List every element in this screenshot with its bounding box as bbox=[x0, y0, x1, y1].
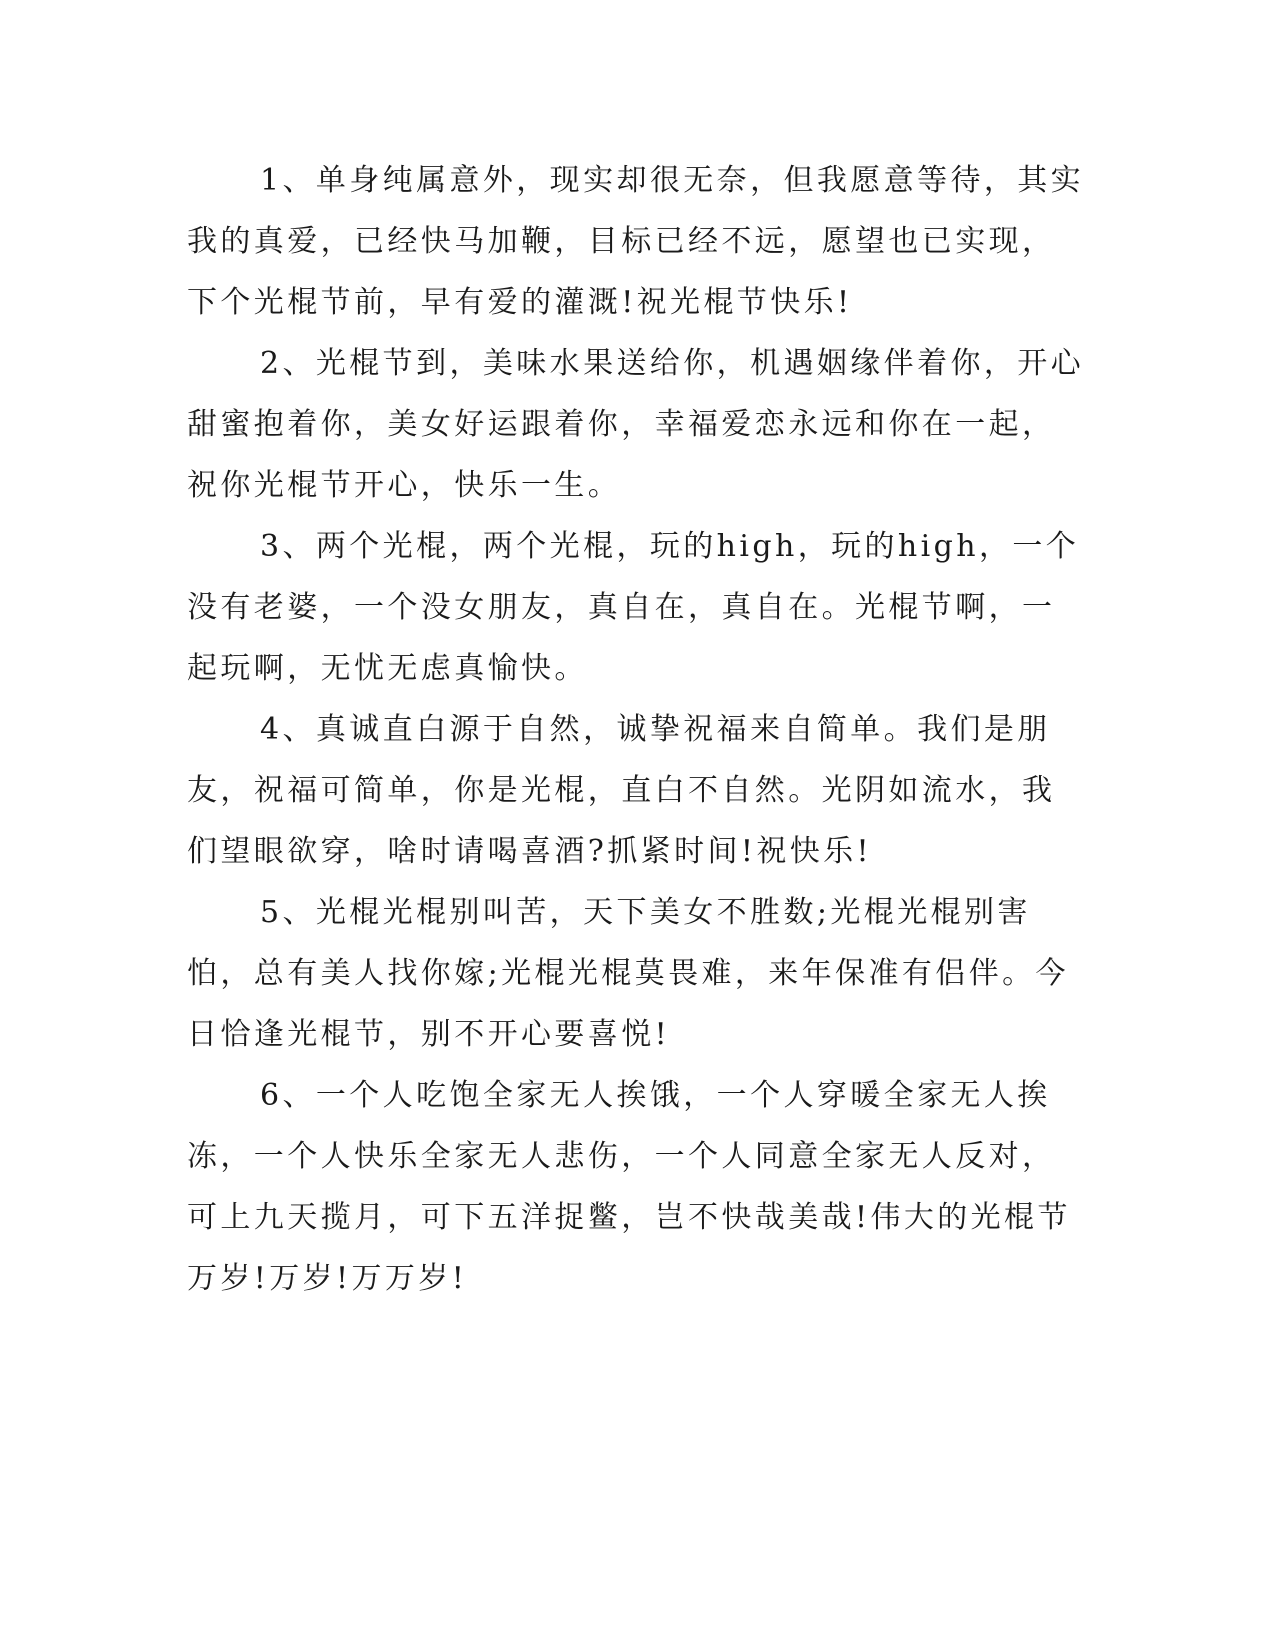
paragraph-4: 4、真诚直白源于自然，诚挚祝福来自简单。我们是朋友，祝福可简单，你是光棍，直白不自然。光阴如流水，我们望眼欲穿，啥时请喝喜酒?抓紧时间!祝快乐! bbox=[187, 712, 1056, 869]
paragraph-1: 1、单身纯属意外，现实却很无奈，但我愿意等待，其实我的真爱，已经快马加鞭，目标已经不远，愿望也已实现，下个光棍节前，早有爱的灌溉!祝光棍节快乐! bbox=[187, 163, 1085, 320]
paragraph-5: 5、光棍光棍别叫苦，天下美女不胜数;光棍光棍别害怕，总有美人找你嫁;光棍光棍莫畏难，来年保准有侣伴。今日恰逢光棍节，别不开心要喜悦! bbox=[187, 895, 1069, 1052]
document-body bbox=[187, 150, 1087, 1309]
paragraph-2: 2、光棍节到，美味水果送给你，机遇姻缘伴着你，开心甜蜜抱着你，美女好运跟着你，幸福爱恋永远和你在一起，祝你光棍节开心，快乐一生。 bbox=[187, 346, 1085, 503]
paragraph-6: 6、一个人吃饱全家无人挨饿，一个人穿暖全家无人挨冻，一个人快乐全家无人悲伤，一个人同意全家无人反对，可上九天揽月，可下五洋捉鳖，岂不快哉美哉!伟大的光棍节万岁!万岁!万万岁! bbox=[187, 1078, 1071, 1296]
paragraph-3: 3、两个光棍，两个光棍，玩的high，玩的high，一个没有老婆，一个没女朋友，真自在，真自在。光棍节啊，一起玩啊，无忧无虑真愉快。 bbox=[187, 529, 1080, 686]
